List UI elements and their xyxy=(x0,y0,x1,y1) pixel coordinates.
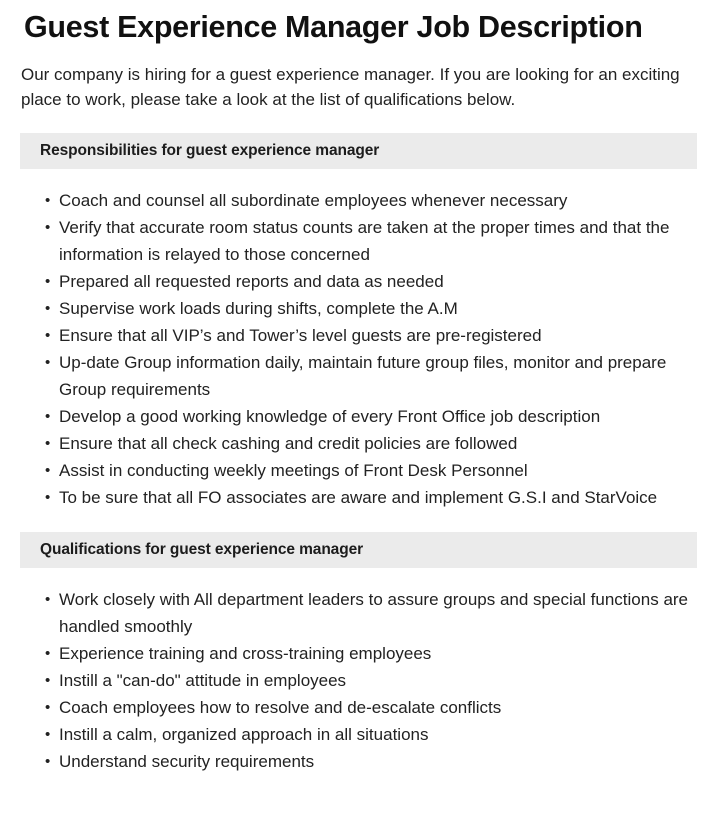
list-item: • Assist in conducting weekly meetings of Front Desk Personnel xyxy=(45,457,690,484)
section-header-responsibilities xyxy=(20,133,697,169)
section-header-label: Qualifications for guest experience manager xyxy=(40,541,364,558)
section-header-label: Responsibilities for guest experience manager xyxy=(40,142,380,159)
list-item: • Work closely with All department leaders to assure groups and special functions are handled smoothly xyxy=(45,586,690,640)
section-qualifications xyxy=(0,532,720,775)
section-header-qualifications xyxy=(20,532,697,568)
list-item: • Instill a calm, organized approach in all situations xyxy=(45,721,690,748)
qualifications-list xyxy=(0,568,720,775)
list-item: • Prepared all requested reports and data as needed xyxy=(45,268,690,295)
list-item: • To be sure that all FO associates are aware and implement G.S.I and StarVoice xyxy=(45,484,690,511)
list-item: • Coach and counsel all subordinate employees whenever necessary xyxy=(45,187,690,214)
section-responsibilities xyxy=(0,133,720,511)
list-item: • Supervise work loads during shifts, complete the A.M xyxy=(45,295,690,322)
list-item: • Verify that accurate room status counts are taken at the proper times and that the information is relayed to those concerned xyxy=(45,214,690,268)
page-title: Guest Experience Manager Job Description xyxy=(24,10,643,44)
list-item: • Ensure that all VIP’s and Tower’s level guests are pre-registered xyxy=(45,322,690,349)
list-item: • Develop a good working knowledge of every Front Office job description xyxy=(45,403,690,430)
list-item: • Experience training and cross-training employees xyxy=(45,640,690,667)
list-item: • Coach employees how to resolve and de-escalate conflicts xyxy=(45,694,690,721)
list-item: • Up-date Group information daily, maintain future group files, monitor and prepare Group requirements xyxy=(45,349,690,403)
list-item: • Ensure that all check cashing and credit policies are followed xyxy=(45,430,690,457)
list-item: • Instill a "can-do" attitude in employees xyxy=(45,667,690,694)
intro-paragraph: Our company is hiring for a guest experience manager. If you are looking for an exciting place to work, please take a look at the list of qualifications below. xyxy=(21,65,680,109)
list-item: • Understand security requirements xyxy=(45,748,690,775)
responsibilities-list xyxy=(0,169,720,511)
